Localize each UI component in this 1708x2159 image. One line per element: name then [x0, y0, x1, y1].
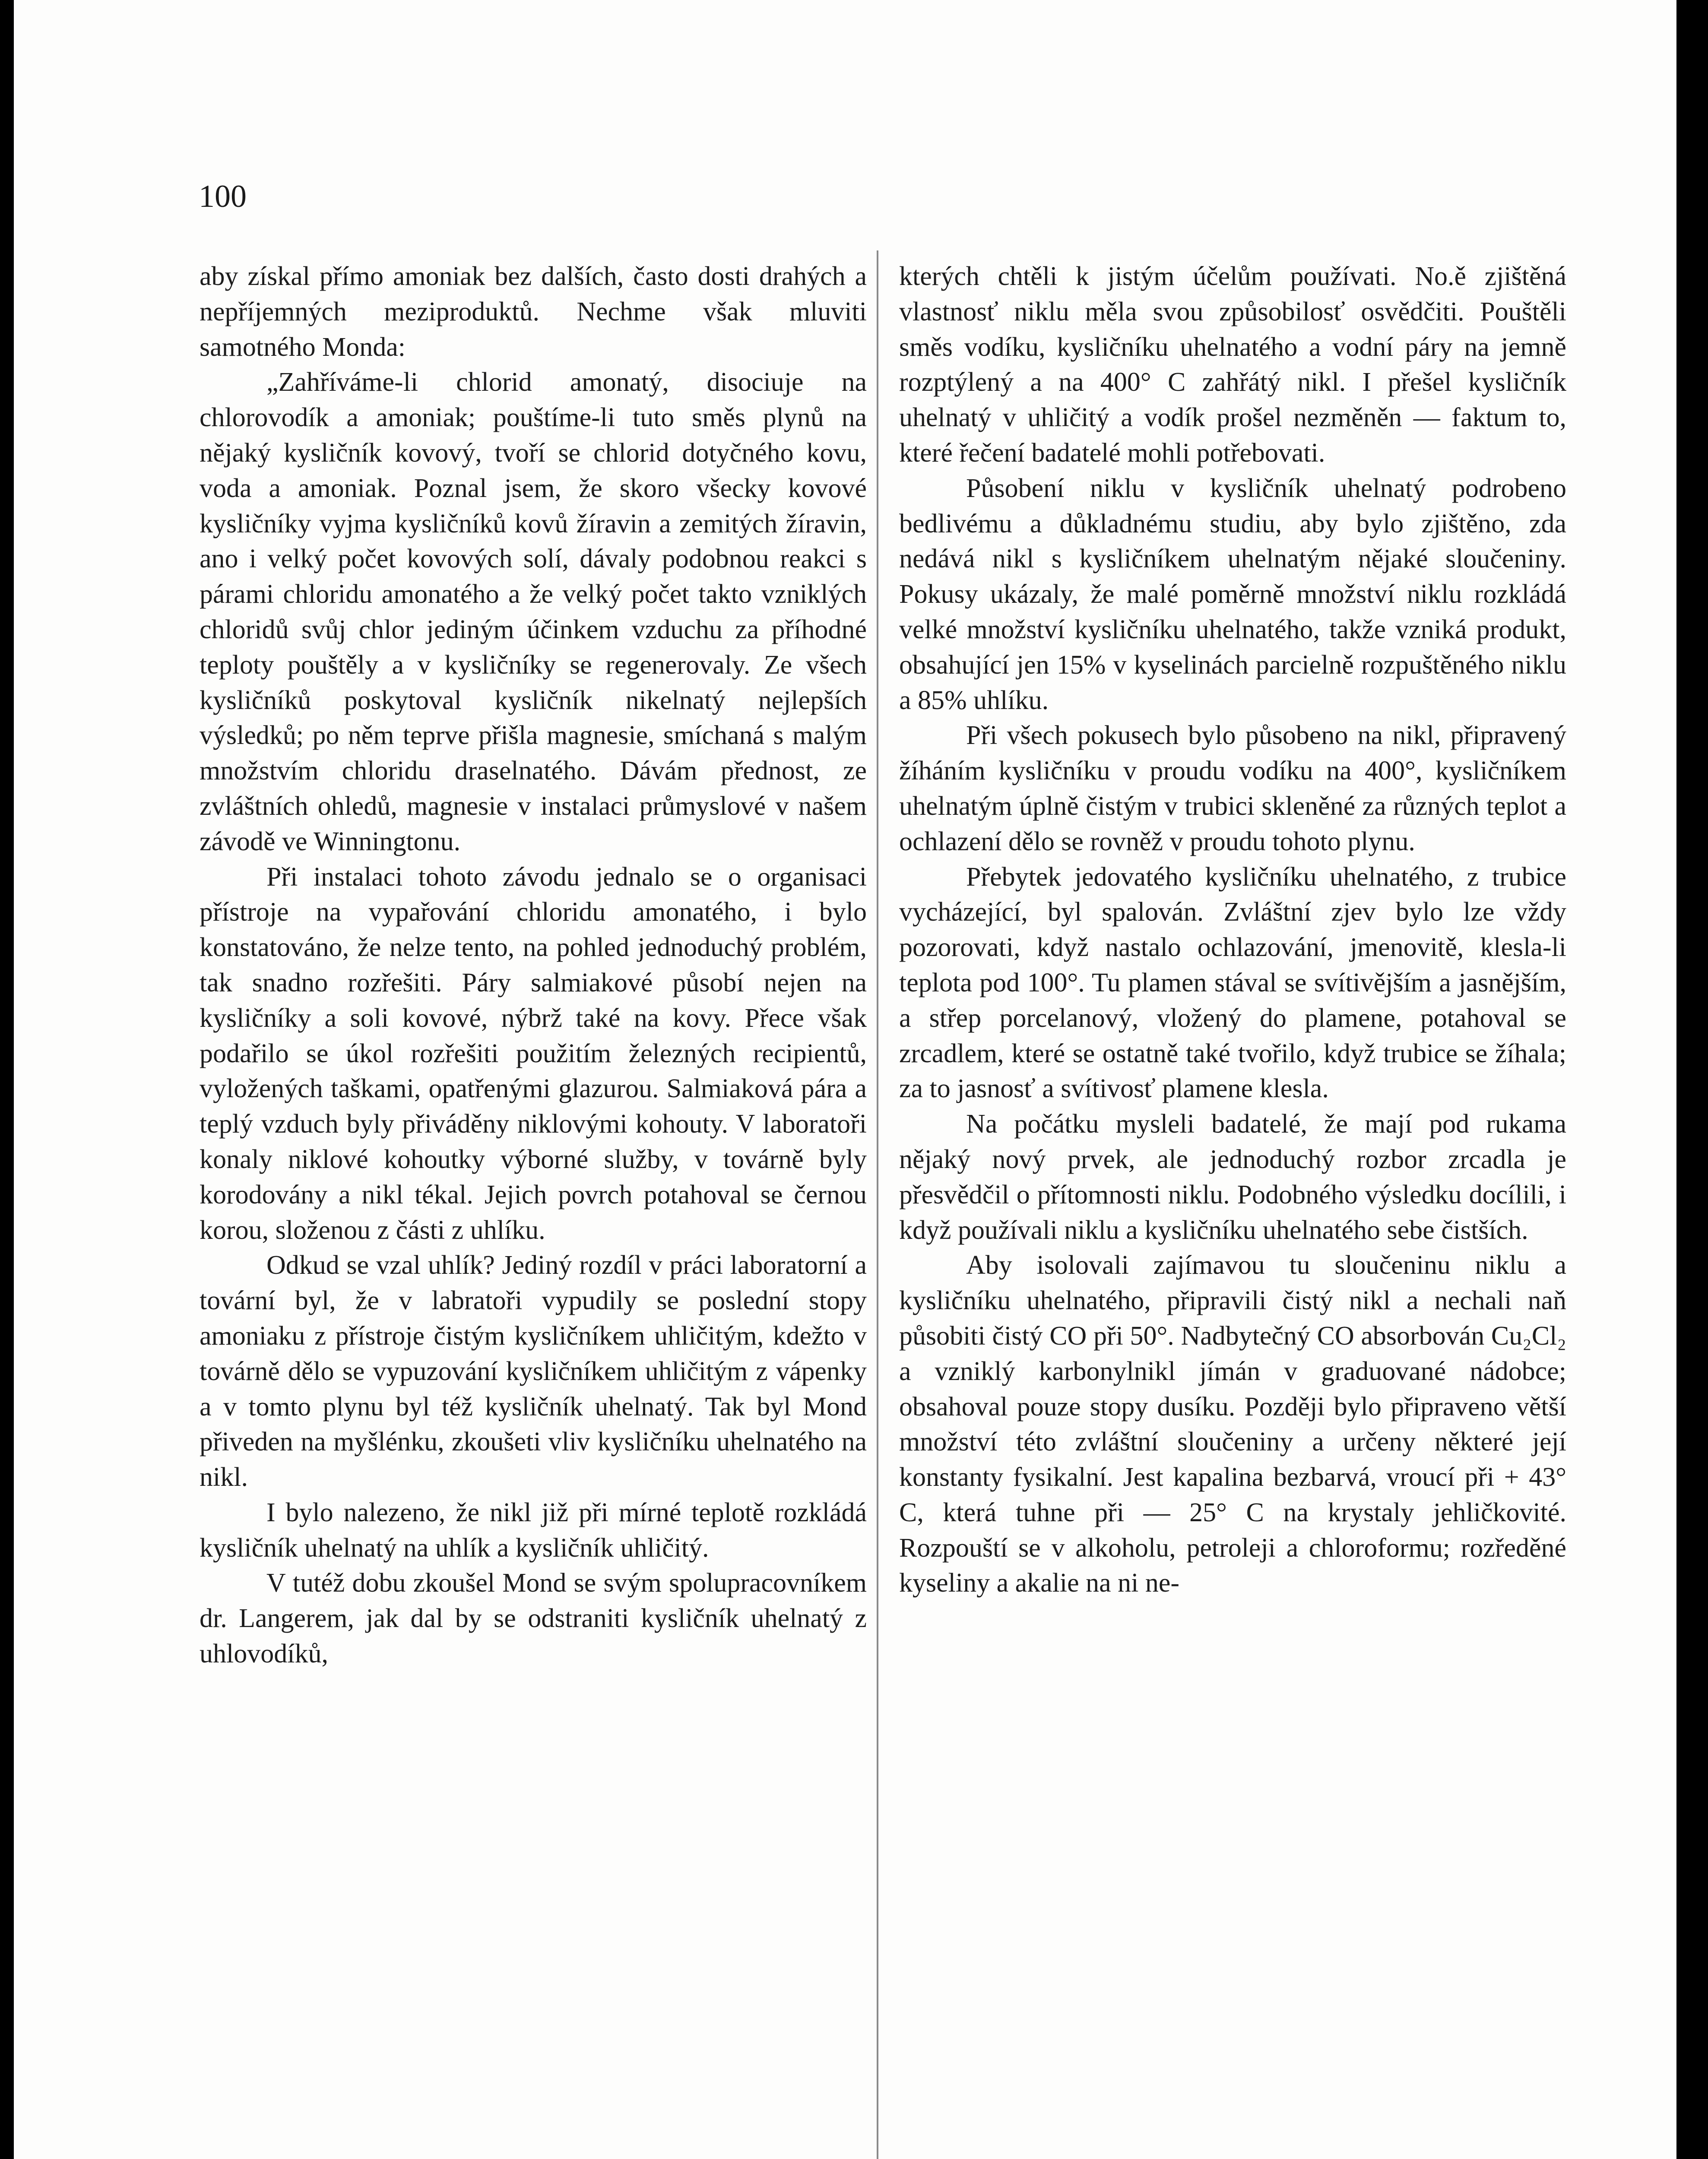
column-divider	[877, 250, 878, 2159]
paragraph: „Zahříváme-li chlorid amonatý, disociuje na chlorovodík a amoniak; pouštíme-li tuto směs plynů na nějaký kysličník kovový, tvoří se chlorid dotyčného kovu, voda a amoniak. Poznal jsem, že skoro všecky kovové kysličníky vyjma kysličníků kovů žíravin a zemitých žíravin, ano i velký počet kovových solí, dávaly podobnou reakci s párami chloridu amonatého a že velký počet takto vzniklých chloridů svůj chlor jediným účinkem vzduchu za příhodné teploty pouštěly a v kysličníky se regenerovaly. Ze všech kysličníků poskytoval kysličník nikelnatý nejlepších výsledků; po něm teprve přišla magnesie, smíchaná s malým množstvím chloridu draselnatého. Dávám přednost, ze zvláštních ohledů, magnesie v instalaci průmyslové v našem závodě ve Winningtonu.	[200, 367, 867, 856]
paragraph: Při instalaci tohoto závodu jednalo se o organisaci přístroje na vypařování chloridu amonatého, i bylo konstatováno, že nelze tento, na pohled jednoduchý problém, tak snadno rozřešiti. Páry salmiakové působí nejen na kysličníky a soli kovové, nýbrž také na kovy. Přece však podařilo se úkol rozřešiti použitím železných recipientů, vyložených taškami, opatřenými glazurou. Salmiaková pára a teplý vzduch byly přiváděny niklovými kohouty. V laboratoři konaly niklové kohoutky výborné služby, v továrně byly korodovány a nikl tékal. Jejich povrch potahoval se černou korou, složenou z části z uhlíku.	[200, 862, 867, 1245]
paragraph: Při všech pokusech bylo působeno na nikl, připravený žíháním kysličníku v proudu vodíku na 400°, kysličníkem uhelnatým úplně čistým v trubici skleněné za různých teplot a ochlazení dělo se rovněž v proudu tohoto plynu.	[899, 721, 1566, 856]
left-column	[200, 259, 867, 2159]
paragraph: I bylo nalezeno, že nikl již při mírné teplotě rozkládá kysličník uhelnatý na uhlík a kysličník uhličitý.	[200, 1497, 867, 1563]
paragraph: Aby isolovali zajímavou tu sloučeninu niklu a kysličníku uhelnatého, připravili čistý nikl a nechali naň působiti čistý CO při 50°. Nadbytečný CO absorbován Cu₂Cl₂ a vzniklý karbonylnikl jímán v graduované nádobce; obsahoval pouze stopy dusíku. Později bylo připraveno větší množství této zvláštní sloučeniny a určeny některé její konstanty fysikalní. Jest kapalina bezbarvá, vroucí při + 43° C, která tuhne při — 25° C na krystaly jehličkovité. Rozpouští se v alkoholu, petroleji a chloroformu; rozředěné kyseliny a akalie na ni ne-	[899, 1250, 1566, 1598]
paragraph: Na počátku mysleli badatelé, že mají pod rukama nějaký nový prvek, ale jednoduchý rozbor zrcadla je přesvědčil o přítomnosti niklu. Podobného výsledku docílili, i když používali niklu a kysličníku uhelnatého sebe čistších.	[899, 1109, 1566, 1245]
paragraph: Přebytek jedovatého kysličníku uhelnatého, z trubice vycházející, byl spalován. Zvláštní zjev bylo lze vždy pozorovati, když nastalo ochlazování, jmenovitě, klesla-li teplota pod 100°. Tu plamen stával se svítivějším a jasnějším, a střep porcelanový, vložený do plamene, potahoval se zrcadlem, které se ostatně také tvořilo, když trubice se žíhala; za to jasnosť a svítivosť plamene klesla.	[899, 862, 1566, 1104]
paragraph: V tutéž dobu zkoušel Mond se svým spolupracovníkem dr. Langerem, jak dal by se odstraniti kysličník uhelnatý z uhlovodíků,	[200, 1568, 867, 1669]
right-column	[899, 259, 1566, 2159]
paragraph: Odkud se vzal uhlík? Jediný rozdíl v práci laboratorní a tovární byl, že v labratoři vypudily se poslední stopy amoniaku z přístroje čistým kysličníkem uhličitým, kdežto v továrně dělo se vypuzování kysličníkem uhličitým z vápenky a v tomto plynu byl též kysličník uhelnatý. Tak byl Mond přiveden na myšlénku, zkoušeti vliv kysličníku uhelnatého na nikl.	[200, 1250, 867, 1492]
page-number: 100	[199, 179, 247, 214]
paragraph: Působení niklu v kysličník uhelnatý podrobeno bedlivému a důkladnému studiu, aby bylo zjištěno, zda nedává nikl s kysličníkem uhelnatým nějaké sloučeniny. Pokusy ukázaly, že malé poměrně množství niklu rozkládá velké množství kysličníku uhelnatého, takže vzniká produkt, obsahující jen 15% v kyselinách parcielně rozpuštěného niklu a 85% uhlíku.	[899, 473, 1566, 715]
paragraph: aby získal přímo amoniak bez dalších, často dosti drahých a nepříjemných meziproduktů. Nechme však mluviti samotného Monda:	[200, 262, 867, 362]
paragraph: kterých chtěli k jistým účelům používati. No.ě zjištěná vlastnosť niklu měla svou způsobilosť osvědčiti. Pouštěli směs vodíku, kysličníku uhelnatého a vodní páry na jemně rozptýlený a na 400° C zahřátý nikl. I přešel kysličník uhelnatý v uhličitý a vodík prošel nezměněn — faktum to, které řečení badatelé mohli potřebovati.	[899, 262, 1566, 468]
document-page	[14, 0, 1676, 2159]
